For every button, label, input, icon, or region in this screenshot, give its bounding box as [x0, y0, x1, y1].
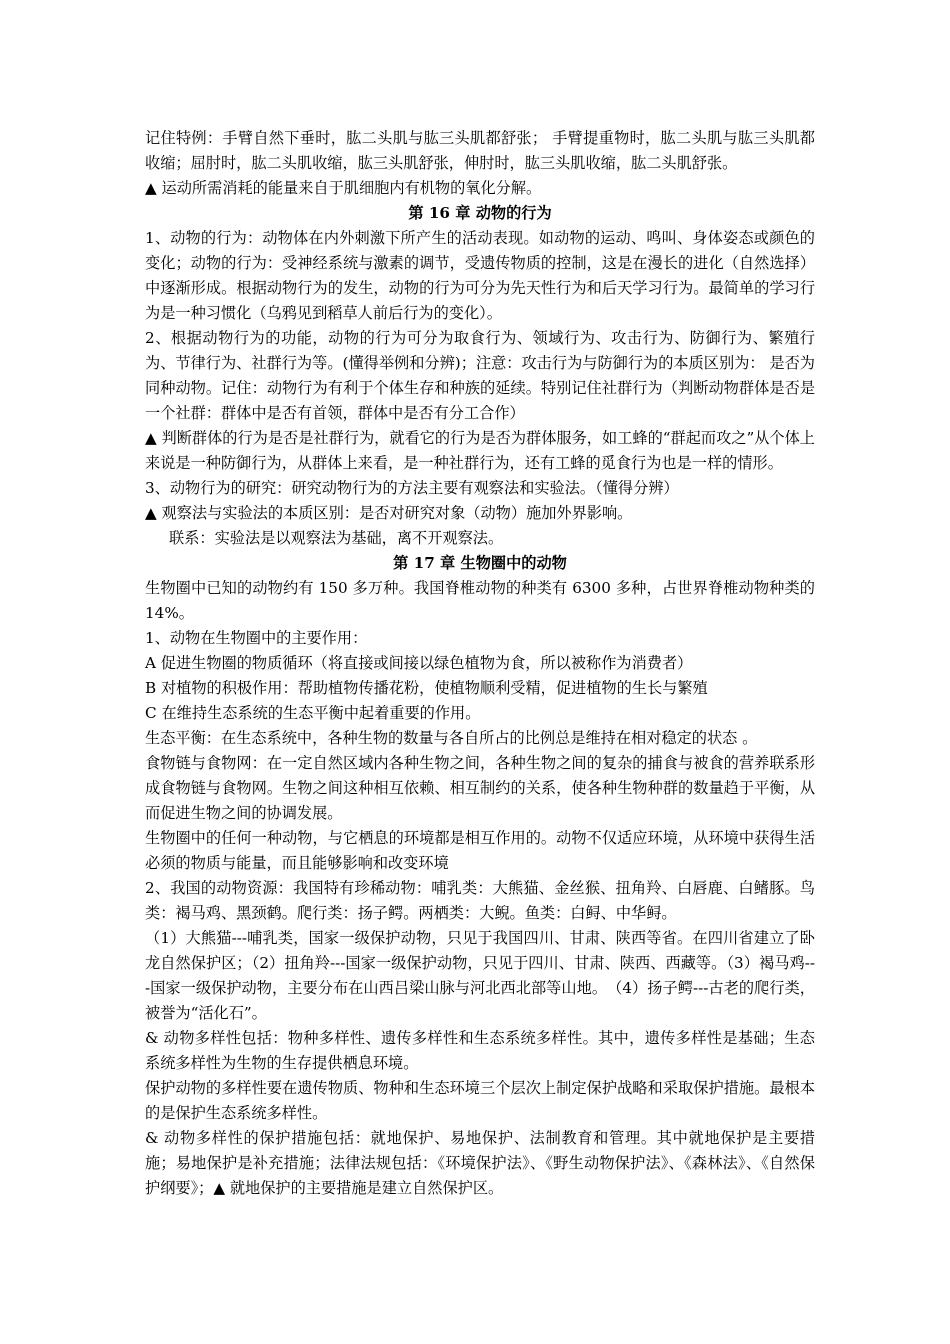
paragraph: 记住特例：手臂自然下垂时，肱二头肌与肱三头肌都舒张； 手臂提重物时，肱二头肌与肱三头肌都收缩；屈肘时，肱二头肌收缩，肱三头肌舒张，伸肘时，肱三头肌收缩，肱二头肌舒张。 [145, 129, 815, 172]
chapter-16-title: 第 16 章 动物的行为 [408, 204, 552, 222]
paragraph: C 在维持生态系统的生态平衡中起着重要的作用。 [145, 704, 481, 722]
paragraph: 2、根据动物行为的功能，动物的行为可分为取食行为、领域行为、攻击行为、防御行为、繁殖行为、节律行为、社群行为等。(懂得举例和分辨)；注意：攻击行为与防御行为的本质区别为： 是否为同种动物。记住：动物行为有利于个体生存和种族的延续。特别记住社群行为（判断动物群体是否是一个社群：群体中是否有首领，群体中是否有分工合作） [145, 329, 815, 422]
paragraph: （1）大熊猫---哺乳类，国家一级保护动物，只见于我国四川、甘肃、陕西等省。在四川省建立了卧龙自然保护区；（2）扭角羚---国家一级保护动物，只见于四川、甘肃、陕西、西藏等。（3）褐马鸡---国家一级保护动物，主要分布在山西吕梁山脉与河北西北部等山地。 （4）扬子鳄---古老的爬行类，被誉为“活化石”。 [145, 929, 815, 1022]
paragraph: & 动物多样性的保护措施包括：就地保护、易地保护、法制教育和管理。其中就地保护是主要措施；易地保护是补充措施；法律法规包括：《环境保护法》、《野生动物保护法》、《森林法》、《自然保护纲要》；▲ 就地保护的主要措施是建立自然保护区。 [145, 1129, 815, 1197]
paragraph: ▲ 判断群体的行为是否是社群行为，就看它的行为是否为群体服务，如工蜂的“群起而攻之”从个体上来说是一种防御行为，从群体上来看，是一种社群行为，还有工蜂的觅食行为也是一样的情形。 [145, 429, 815, 472]
paragraph: ▲ 观察法与实验法的本质区别：是否对研究对象（动物）施加外界影响。 [145, 504, 633, 522]
chapter-17-title: 第 17 章 生物圈中的动物 [393, 554, 567, 572]
paragraph: 联系：实验法是以观察法为基础，离不开观察法。 [169, 529, 504, 547]
paragraph: 生态平衡：在生态系统中，各种生物的数量与各自所占的比例总是维持在相对稳定的状态 。 [145, 729, 758, 747]
document-page [145, 126, 815, 1201]
paragraph: 2、我国的动物资源：我国特有珍稀动物：哺乳类：大熊猫、金丝猴、扭角羚、白唇鹿、白鳍豚。鸟类：褐马鸡、黑颈鹤。爬行类：扬子鳄。两栖类：大鲵。鱼类：白鲟、中华鲟。 [145, 879, 815, 922]
paragraph: ▲ 运动所需消耗的能量来自于肌细胞内有机物的氧化分解。 [145, 179, 542, 197]
paragraph: 3、动物行为的研究：研究动物行为的方法主要有观察法和实验法。（懂得分辨） [145, 479, 679, 497]
paragraph: 保护动物的多样性要在遗传物质、物种和生态环境三个层次上制定保护战略和采取保护措施。最根本的是保护生态系统多样性。 [145, 1079, 815, 1122]
paragraph: B 对植物的积极作用：帮助植物传播花粉，使植物顺利受精，促进植物的生长与繁殖 [145, 679, 708, 697]
paragraph: 食物链与食物网：在一定自然区域内各种生物之间，各种生物之间的复杂的捕食与被食的营养联系形成食物链与食物网。生物之间这种相互依赖、相互制约的关系，使各种生物种群的数量趋于平衡，从而促进生物之间的协调发展。 [145, 754, 815, 822]
paragraph: & 动物多样性包括：物种多样性、遗传多样性和生态系统多样性。其中，遗传多样性是基础；生态系统多样性为生物的生存提供栖息环境。 [145, 1029, 815, 1072]
paragraph: 生物圈中已知的动物约有 150 多万种。我国脊椎动物的种类有 6300 多种，占世界脊椎动物种类的 14%。 [145, 579, 815, 622]
paragraph: A 促进生物圈的物质循环（将直接或间接以绿色植物为食，所以被称作为消费者） [145, 654, 693, 672]
paragraph: 1、动物在生物圈中的主要作用： [145, 629, 368, 647]
paragraph: 生物圈中的任何一种动物，与它栖息的环境都是相互作用的。动物不仅适应环境，从环境中获得生活必须的物质与能量，而且能够影响和改变环境 [145, 829, 815, 872]
paragraph: 1、动物的行为：动物体在内外刺激下所产生的活动表现。如动物的运动、鸣叫、身体姿态或颜色的变化；动物的行为：受神经系统与激素的调节，受遗传物质的控制，这是在漫长的进化（自然选择）中逐渐形成。根据动物行为的发生，动物的行为可分为先天性行为和后天学习行为。最简单的学习行为是一种习惯化（乌鸦见到稻草人前后行为的变化）。 [145, 229, 815, 322]
